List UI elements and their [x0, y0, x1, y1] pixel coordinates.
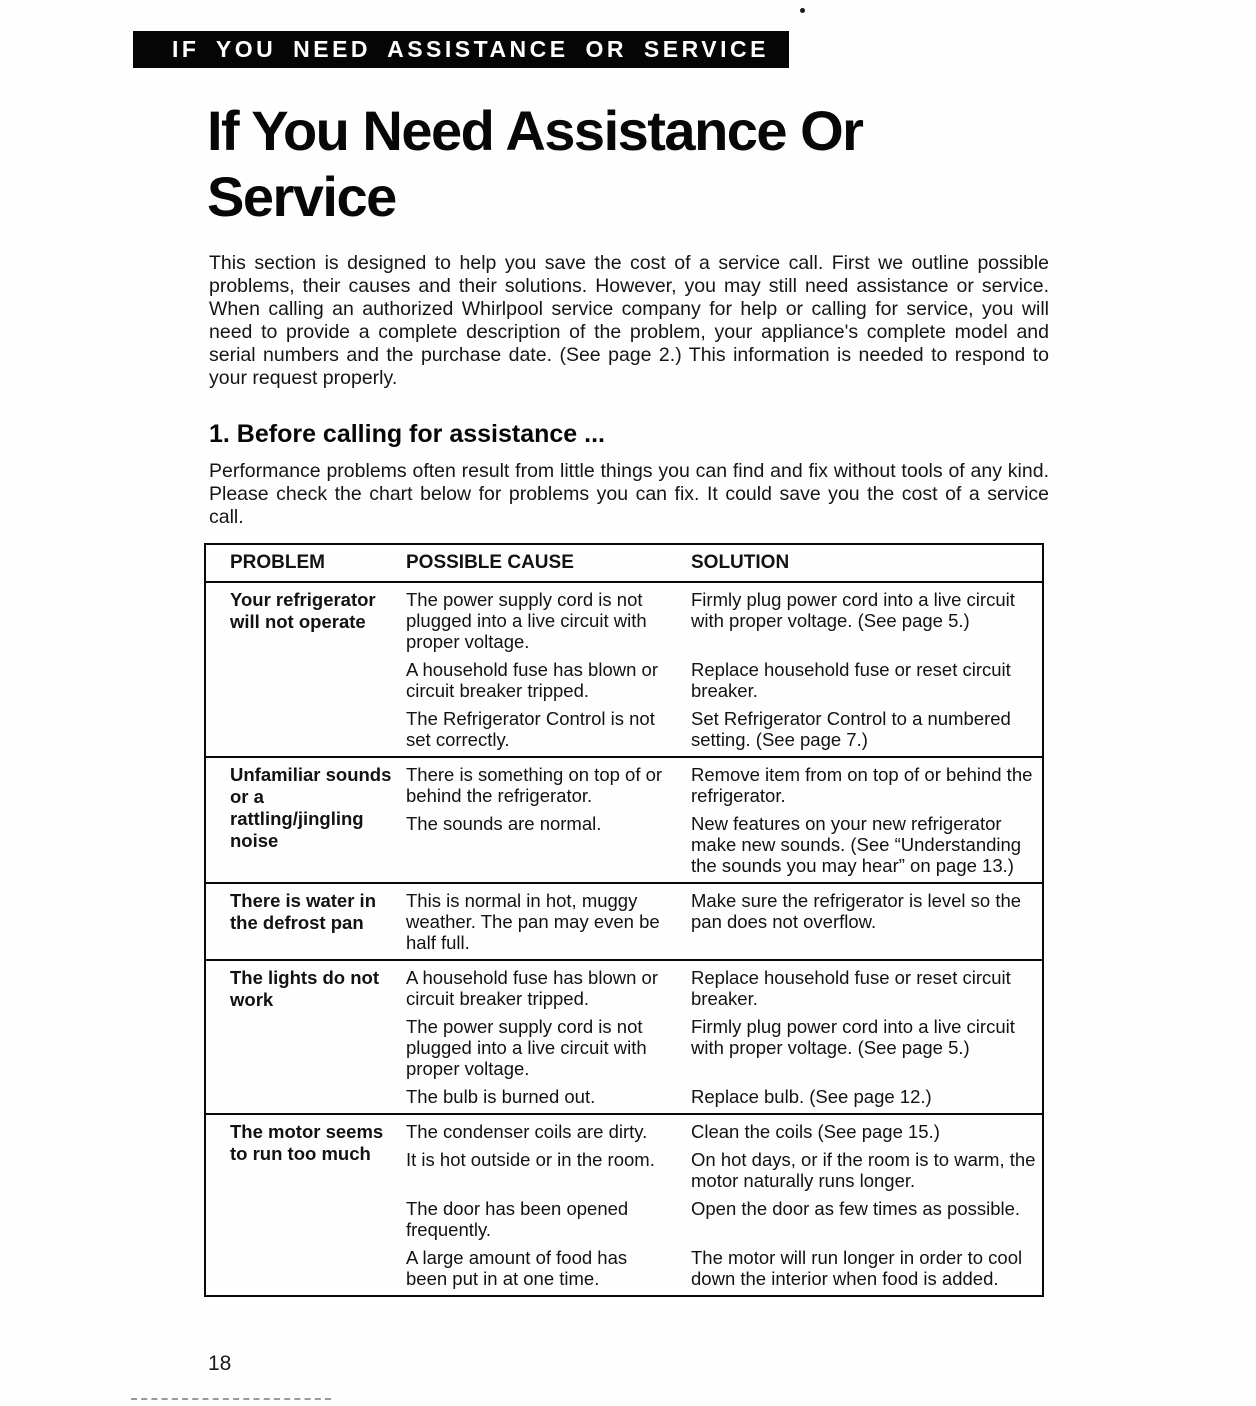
solution-text: Replace household fuse or reset circuit breaker.	[691, 967, 1011, 1009]
troubleshooting-table	[204, 543, 1044, 1297]
table-row	[206, 583, 1042, 756]
cause-text: There is something on top of or behind the refrigerator.	[406, 764, 663, 806]
table-row	[206, 882, 1042, 959]
cause-solution-pair	[406, 1121, 1042, 1142]
cause-text: The bulb is burned out.	[406, 1086, 596, 1107]
scan-dot-artifact	[800, 8, 805, 13]
section-heading: 1. Before calling for assistance ...	[209, 420, 605, 448]
cause-text: A household fuse has blown or circuit breaker tripped.	[406, 967, 658, 1009]
cause-solution-pair	[406, 1086, 1042, 1107]
cause-solution-pair	[406, 764, 1042, 806]
solution-text: On hot days, or if the room is to warm, the motor naturally runs longer.	[691, 1149, 1036, 1191]
problem-cell: Unfamiliar sounds or a rattling/jingling noise	[230, 764, 392, 851]
scan-dash-artifact	[131, 1398, 331, 1400]
cause-solution-list	[406, 890, 1042, 956]
table-header-problem: PROBLEM	[230, 552, 325, 573]
cause-text: The sounds are normal.	[406, 813, 602, 834]
solution-text: Replace household fuse or reset circuit breaker.	[691, 659, 1011, 701]
page-title: If You Need Assistance Or Service	[207, 99, 863, 228]
problem-cell: The lights do not work	[230, 967, 380, 1010]
section-paragraph: Performance problems often result from little things you can find and fix without tools of any kind. Please check the chart below for problems you can fix. It could save you the cost of a service call.	[209, 460, 1049, 528]
cause-solution-pair	[406, 589, 1042, 652]
problem-cell: Your refrigerator will not operate	[230, 589, 376, 632]
cause-solution-pair	[406, 659, 1042, 701]
cause-solution-pair	[406, 1149, 1042, 1191]
page-number: 18	[208, 1352, 232, 1375]
cause-solution-pair	[406, 1016, 1042, 1079]
cause-text: A large amount of food has been put in at one time.	[406, 1247, 628, 1289]
table-row	[206, 756, 1042, 882]
section-banner	[133, 31, 789, 68]
cause-text: This is normal in hot, muggy weather. The pan may even be half full.	[406, 890, 660, 953]
cause-text: It is hot outside or in the room.	[406, 1149, 655, 1170]
cause-text: The power supply cord is not plugged into a live circuit with proper voltage.	[406, 1016, 647, 1079]
solution-text: Replace bulb. (See page 12.)	[691, 1086, 932, 1107]
cause-text: The Refrigerator Control is not set correctly.	[406, 708, 655, 750]
solution-text: Open the door as few times as possible.	[691, 1198, 1021, 1219]
cause-solution-pair	[406, 1198, 1042, 1240]
cause-solution-list	[406, 967, 1042, 1110]
table-header-possible-cause: POSSIBLE CAUSE	[406, 552, 574, 573]
solution-text: New features on your new refrigerator make new sounds. (See “Understanding the sounds you may hear” on page 13.)	[691, 813, 1022, 876]
table-row	[206, 959, 1042, 1113]
solution-text: Make sure the refrigerator is level so the pan does not overflow.	[691, 890, 1022, 932]
problem-cell: There is water in the defrost pan	[230, 890, 376, 933]
solution-text: Remove item from on top of or behind the refrigerator.	[691, 764, 1033, 806]
cause-text: The door has been opened frequently.	[406, 1198, 629, 1240]
section-banner-text: IF YOU NEED ASSISTANCE OR SERVICE	[172, 36, 769, 62]
solution-text: The motor will run longer in order to cool down the interior when food is added.	[691, 1247, 1023, 1289]
problem-cell: The motor seems to run too much	[230, 1121, 384, 1164]
table-header-row	[206, 545, 1042, 583]
cause-solution-list	[406, 764, 1042, 879]
cause-solution-list	[406, 589, 1042, 753]
solution-text: Firmly plug power cord into a live circuit with proper voltage. (See page 5.)	[691, 1016, 1015, 1058]
table-row	[206, 1113, 1042, 1295]
solution-text: Clean the coils (See page 15.)	[691, 1121, 940, 1142]
cause-solution-list	[406, 1121, 1042, 1292]
cause-solution-pair	[406, 1247, 1042, 1289]
cause-solution-pair	[406, 708, 1042, 750]
cause-solution-pair	[406, 890, 1042, 953]
intro-paragraph: This section is designed to help you save the cost of a service call. First we outline possible problems, their causes and their solutions. However, you may still need assistance or service. When calling an authorized Whirlpool service company for help or calling for service, you will need to provide a complete description of the problem, your appliance's complete model and serial numbers and the purchase date. (See page 2.) This information is needed to respond to your request properly.	[209, 252, 1049, 389]
solution-text: Firmly plug power cord into a live circuit with proper voltage. (See page 5.)	[691, 589, 1015, 631]
cause-text: The power supply cord is not plugged into a live circuit with proper voltage.	[406, 589, 647, 652]
cause-text: A household fuse has blown or circuit breaker tripped.	[406, 659, 658, 701]
cause-text: The condenser coils are dirty.	[406, 1121, 648, 1142]
cause-solution-pair	[406, 813, 1042, 876]
solution-text: Set Refrigerator Control to a numbered setting. (See page 7.)	[691, 708, 1011, 750]
cause-solution-pair	[406, 967, 1042, 1009]
table-header-solution: SOLUTION	[691, 552, 790, 573]
